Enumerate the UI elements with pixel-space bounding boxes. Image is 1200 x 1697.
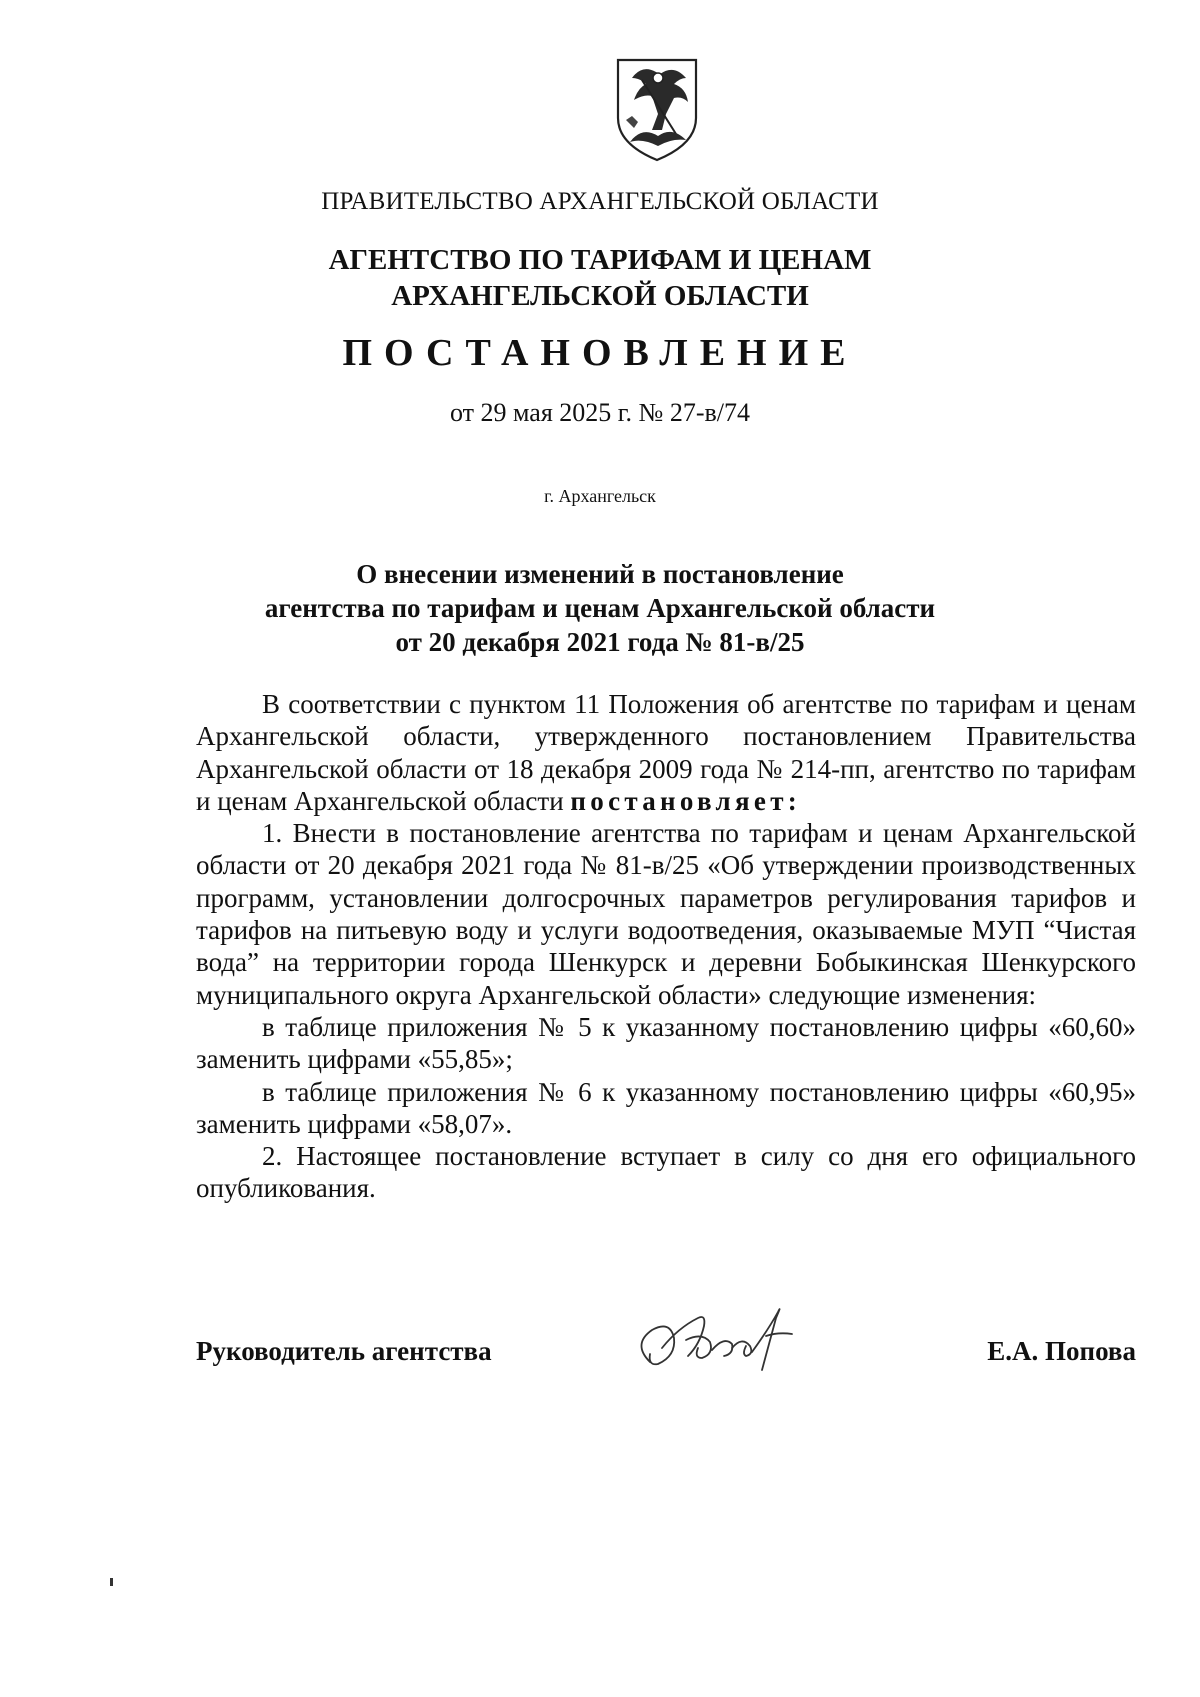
preamble-paragraph (196, 688, 1136, 817)
item-2-paragraph: 2. Настоящее постановление вступает в силу со дня его официального опубликования. (196, 1141, 1136, 1204)
item-1-paragraph: 1. Внести в постановление агентства по тарифам и ценам Архангельской области от 20 декабря 2021 года № 81-в/25 «Об утверждении производственных программ, установлении долгосрочных параметров регулирования тарифов и тарифов на питьевую воду и услуги водоотведения, оказываемые МУП “Чистая вода” на территории города Шенкурск и деревни Бобыкинская Шенкурского муниципального округа Архангельской области» следующие изменения: (196, 818, 1136, 1010)
signatory-name: Е.А. Попова (987, 1336, 1136, 1366)
document-subject (0, 557, 1200, 659)
agency-name-line2: АРХАНГЕЛЬСКОЙ ОБЛАСТИ (391, 280, 809, 312)
document-type-heading: ПОСТАНОВЛЕНИЕ (342, 332, 858, 374)
change-1-paragraph: в таблице приложения № 5 к указанному постановлению цифры «60,60» заменить цифрами «55,85»; (196, 1011, 1136, 1075)
coat-of-arms-icon (612, 56, 702, 164)
change-2-paragraph: в таблице приложения № 6 к указанному постановлению цифры «60,95» заменить цифрами «58,07». (196, 1076, 1136, 1139)
subject-line2: агентства по тарифам и ценам Архангельской области (264, 593, 936, 623)
handwritten-signature-icon (628, 1292, 808, 1388)
scan-mark (110, 1578, 113, 1586)
document-city: г. Архангельск (544, 486, 656, 506)
document-body (196, 688, 1136, 1205)
resolves-word: постановляет: (570, 785, 802, 816)
agency-name (0, 242, 1200, 314)
subject-line1: О внесении изменений в постановление (356, 559, 844, 589)
signatory-position: Руководитель агентства (196, 1336, 492, 1366)
agency-name-line1: АГЕНТСТВО ПО ТАРИФАМ И ЦЕНАМ (328, 244, 872, 276)
government-name: ПРАВИТЕЛЬСТВО АРХАНГЕЛЬСКОЙ ОБЛАСТИ (321, 188, 879, 215)
document-date-number: от 29 мая 2025 г. № 27-в/74 (450, 398, 750, 427)
preamble-text: В соответствии с пунктом 11 Положения об агентстве по тарифам и ценам Архангельской области, утвержденного постановлением Правительства Архангельской области от 18 декабря 2009 года № 214-пп, агентство по тарифам и ценам Архангельской области (196, 689, 1136, 816)
subject-line3: от 20 декабря 2021 года № 81-в/25 (395, 627, 805, 657)
